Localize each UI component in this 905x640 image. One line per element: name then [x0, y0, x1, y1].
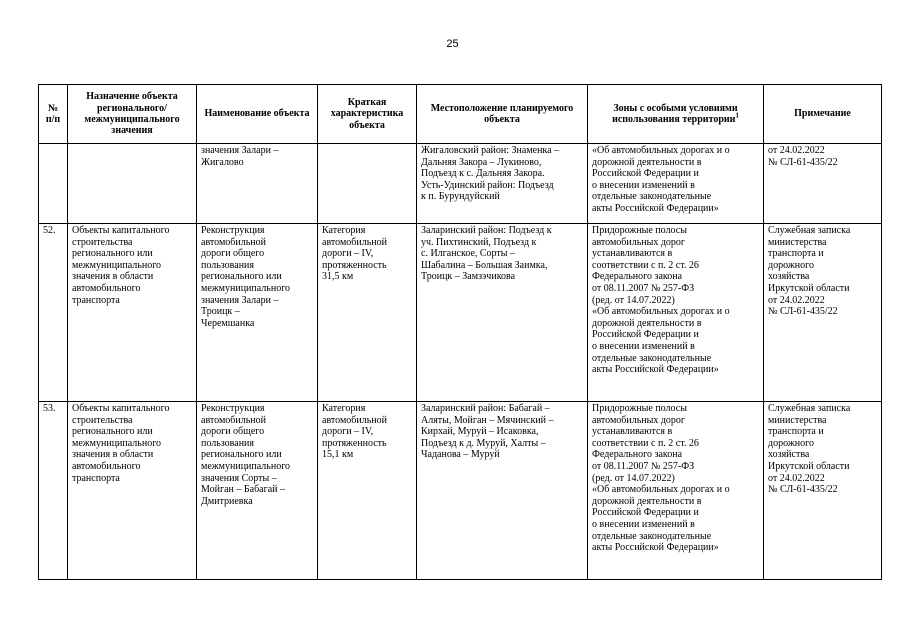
row-purpose [68, 144, 197, 224]
table-row [39, 224, 882, 402]
row-purpose: Объекты капитального строительства регионального или межмуниципального значения в области автомобильного транспорта [68, 224, 197, 402]
row-number [39, 144, 68, 224]
header-footnote-mark: 1 [735, 111, 739, 120]
header-zones: Зоны с особыми условиями использования территории$^1$ [588, 85, 764, 144]
header-name: Наименование объекта [197, 85, 318, 144]
row-name: Реконструкция автомобильной дороги общего пользования регионального или межмуниципального значения Залари – Троицк – Черемшанка [197, 224, 318, 402]
row-note: Служебная записка министерства транспорта и дорожного хозяйства Иркутской области от 24.02.2022 № СЛ-61-435/22 [764, 402, 882, 580]
header-number: № п/п [39, 85, 68, 144]
row-note: Служебная записка министерства транспорта и дорожного хозяйства Иркутской области от 24.02.2022 № СЛ-61-435/22 [764, 224, 882, 402]
row-zones: Придорожные полосы автомобильных дорог устанавливаются в соответствии с п. 2 ст. 26 Федерального закона от 08.11.2007 № 257-ФЗ (ред. от 14.07.2022) «Об автомобильных дорогах и о дорожной деятельности в Российской Федерации и о внесении изменений в отдельные законодательные акты Российской Федерации» [588, 224, 764, 402]
row-characteristic: Категория автомобильной дороги – IV, протяженность 15,1 км [318, 402, 417, 580]
page-number: 25 [446, 38, 459, 50]
row-characteristic: Категория автомобильной дороги – IV, протяженность 31,5 км [318, 224, 417, 402]
table-header-row [39, 85, 882, 144]
row-characteristic [318, 144, 417, 224]
row-location: Заларинский район: Подъезд к уч. Пихтинский, Подъезд к с. Илганское, Сорты – Шабалина – Большая Заимка, Троицк – Замзэчикова [417, 224, 588, 402]
row-zones: «Об автомобильных дорогах и о дорожной деятельности в Российской Федерации и о внесении изменений в отдельные законодательные акты Российской Федерации» [588, 144, 764, 224]
table-row [39, 402, 882, 580]
table-row [39, 144, 882, 224]
row-purpose: Объекты капитального строительства регионального или межмуниципального значения в области автомобильного транспорта [68, 402, 197, 580]
row-number: 52. [39, 224, 68, 402]
planning-objects-table [38, 84, 882, 580]
row-location: Заларинский район: Бабагай – Аляты, Мойган – Мячинский – Кирхай, Муруй – Исаковка, Подъезд к д. Муруй, Халты – Чаданова – Муруй [417, 402, 588, 580]
row-number: 53. [39, 402, 68, 580]
row-location: Жигаловский район: Знаменка – Дальняя Закора – Лукиново, Подъезд к с. Дальняя Закора. Усть-Удинский район: Подъезд к п. Бурундуйский [417, 144, 588, 224]
row-note: от 24.02.2022 № СЛ-61-435/22 [764, 144, 882, 224]
header-purpose: Назначение объекта регионального/ межмуниципального значения [68, 85, 197, 144]
row-name: Реконструкция автомобильной дороги общего пользования регионального или межмуниципального значения Сорты – Мойган – Бабагай – Дмитриевка [197, 402, 318, 580]
header-characteristic: Краткая характеристика объекта [318, 85, 417, 144]
header-location: Местоположение планируемого объекта [417, 85, 588, 144]
header-note: Примечание [764, 85, 882, 144]
row-zones: Придорожные полосы автомобильных дорог устанавливаются в соответствии с п. 2 ст. 26 Федерального закона от 08.11.2007 № 257-ФЗ (ред. от 14.07.2022) «Об автомобильных дорогах и о дорожной деятельности в Российской Федерации и о внесении изменений в отдельные законодательные акты Российской Федерации» [588, 402, 764, 580]
row-name: значения Залари – Жигалово [197, 144, 318, 224]
